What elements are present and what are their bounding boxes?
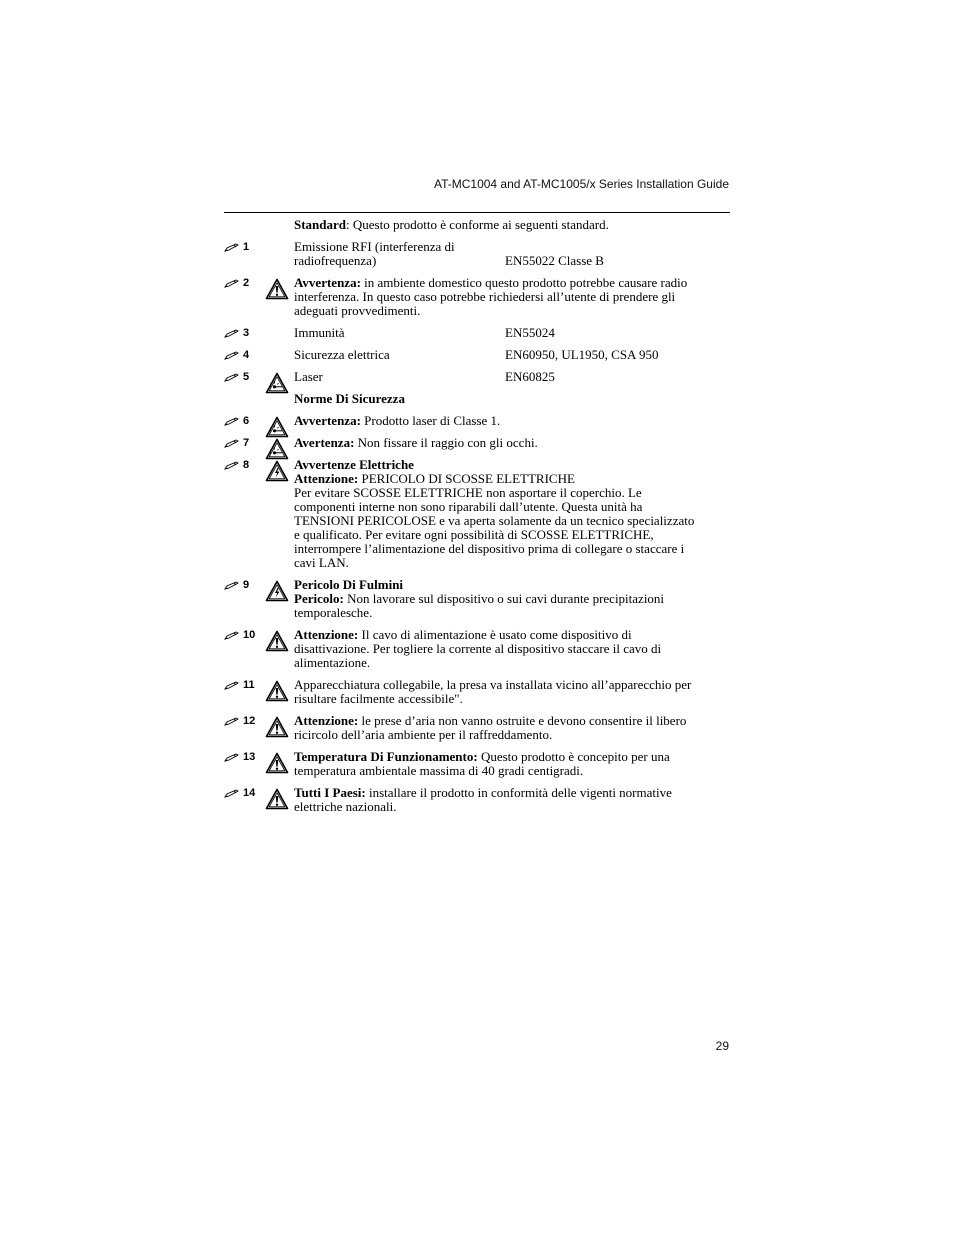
item-text-line — [294, 542, 730, 556]
section-heading — [294, 392, 730, 406]
item-text-span: disattivazione. Per togliere la corrente al dispositivo staccare il cavo di — [294, 641, 662, 656]
safety-item-row — [224, 240, 730, 268]
item-number: 2 — [243, 277, 250, 289]
intro-row — [224, 218, 730, 232]
item-label: Avvertenza: — [294, 413, 361, 428]
item-number: 3 — [243, 327, 250, 339]
item-number: 8 — [243, 459, 250, 471]
standard-name-line: Laser — [294, 369, 323, 384]
warning-exclamation-icon — [265, 278, 289, 300]
warning-exclamation-icon — [265, 630, 289, 652]
item-text-line — [294, 800, 730, 814]
item-title-line — [294, 578, 730, 592]
standard-entry — [294, 240, 730, 268]
safety-item-row — [224, 678, 730, 706]
item-marker — [224, 276, 249, 290]
item-marker — [224, 240, 249, 254]
item-marker — [224, 414, 249, 428]
item-number: 10 — [243, 629, 256, 641]
item-text — [294, 750, 730, 778]
item-number: 7 — [243, 437, 250, 449]
item-text-line — [294, 414, 730, 428]
item-text-span: cavi LAN. — [294, 555, 349, 570]
item-number: 6 — [243, 415, 250, 427]
item-text — [294, 628, 730, 670]
warning-exclamation-icon — [265, 680, 289, 702]
item-label: Attenzione: — [294, 471, 359, 486]
item-number: 4 — [243, 349, 250, 361]
standard-name — [294, 240, 505, 268]
section-heading-row — [224, 392, 730, 406]
safety-item-row — [224, 458, 730, 570]
pencil-note-icon — [224, 753, 239, 762]
item-label: Avvertenza: — [294, 275, 361, 290]
item-title: Pericolo Di Fulmini — [294, 577, 404, 592]
item-text-line — [294, 472, 730, 486]
pencil-note-icon — [224, 681, 239, 690]
item-text-line — [294, 606, 730, 620]
item-title: Avvertenze Elettriche — [294, 457, 414, 472]
item-text-span: Non lavorare sul dispositivo o sui cavi durante precipitazioni — [343, 591, 665, 606]
pencil-note-icon — [224, 373, 239, 382]
warning-laser-icon — [265, 372, 289, 394]
item-text-line — [294, 764, 730, 778]
warning-lightning-icon — [265, 460, 289, 482]
safety-item-row — [224, 750, 730, 778]
item-text — [294, 714, 730, 742]
item-text-line — [294, 290, 730, 304]
item-text-span: temperatura ambientale massima di 40 gradi centigradi. — [294, 763, 584, 778]
warning-exclamation-icon — [265, 788, 289, 810]
safety-item-row — [224, 348, 730, 362]
standard-code: EN60825 — [505, 369, 555, 384]
safety-item-row — [224, 370, 730, 384]
item-text-line — [294, 642, 730, 656]
pencil-note-icon — [224, 417, 239, 426]
standard-name-line: Emissione RFI (interferenza di — [294, 239, 455, 254]
item-text — [294, 436, 730, 450]
intro-body: : Questo prodotto è conforme ai seguenti standard. — [346, 217, 609, 232]
item-marker — [224, 436, 249, 450]
item-text-line — [294, 714, 730, 728]
item-number: 12 — [243, 715, 256, 727]
standard-entry — [294, 326, 730, 340]
intro-label: Standard — [294, 217, 347, 232]
item-text — [294, 276, 730, 318]
item-text-span: alimentazione. — [294, 655, 371, 670]
item-text-span: temporalesche. — [294, 605, 373, 620]
safety-item-row — [224, 714, 730, 742]
item-text-span: interrompere l’alimentazione del dispositivo prima di collegare o staccare i — [294, 541, 685, 556]
pencil-note-icon — [224, 717, 239, 726]
item-text-span: Non fissare il raggio con gli occhi. — [354, 435, 538, 450]
item-number: 14 — [243, 787, 256, 799]
standard-name-line: Immunità — [294, 325, 345, 340]
pencil-note-icon — [224, 279, 239, 288]
item-marker — [224, 458, 249, 472]
item-title-line — [294, 458, 730, 472]
item-text-line — [294, 486, 730, 500]
item-label: Avertenza: — [294, 435, 355, 450]
item-text-line — [294, 678, 730, 692]
standard-name-line: Sicurezza elettrica — [294, 347, 390, 362]
safety-item-row — [224, 436, 730, 450]
page-content — [224, 218, 730, 822]
item-marker — [224, 578, 249, 592]
warning-exclamation-icon — [265, 752, 289, 774]
item-text-span: adeguati provvedimenti. — [294, 303, 421, 318]
pencil-note-icon — [224, 461, 239, 470]
item-marker — [224, 714, 255, 728]
safety-item-row — [224, 276, 730, 318]
item-text-span: Prodotto laser di Classe 1. — [360, 413, 501, 428]
pencil-note-icon — [224, 631, 239, 640]
item-text-span: Questo prodotto è concepito per una — [477, 749, 670, 764]
intro-text — [294, 218, 730, 232]
standard-name — [294, 348, 505, 362]
item-text-span: TENSIONI PERICOLOSE e va aperta solamente da un tecnico specializzato — [294, 513, 695, 528]
item-text-span: installare il prodotto in conformità delle vigenti normative — [365, 785, 672, 800]
pencil-note-icon — [224, 329, 239, 338]
item-number: 5 — [243, 371, 250, 383]
item-text-span: elettriche nazionali. — [294, 799, 397, 814]
pencil-note-icon — [224, 243, 239, 252]
header-rule — [224, 212, 730, 213]
standard-code: EN55022 Classe B — [505, 253, 604, 268]
standard-code: EN55024 — [505, 325, 555, 340]
item-marker — [224, 348, 249, 362]
item-marker — [224, 326, 249, 340]
standard-name — [294, 326, 505, 340]
item-text — [294, 414, 730, 428]
item-label: Pericolo: — [294, 591, 344, 606]
standard-entry — [294, 348, 730, 362]
item-text-line — [294, 656, 730, 670]
item-text-line — [294, 692, 730, 706]
item-text-line — [294, 750, 730, 764]
safety-item-row — [224, 628, 730, 670]
item-text-span: risultare facilmente accessibile". — [294, 691, 463, 706]
warning-laser-icon — [265, 416, 289, 438]
item-text-line — [294, 786, 730, 800]
item-text-span: Per evitare SCOSSE ELETTRICHE non asportare il coperchio. Le — [294, 485, 642, 500]
item-text-span: PERICOLO DI SCOSSE ELETTRICHE — [358, 471, 575, 486]
standard-entry — [294, 370, 730, 384]
standard-name-line: radiofrequenza) — [294, 253, 377, 268]
item-text-span: componenti interne non sono riparabili dall’utente. Questa unità ha — [294, 499, 643, 514]
item-text-span: ricircolo dell’aria ambiente per il raffreddamento. — [294, 727, 553, 742]
pencil-note-icon — [224, 789, 239, 798]
safety-item-row — [224, 414, 730, 428]
item-label: Attenzione: — [294, 713, 359, 728]
item-text — [294, 786, 730, 814]
item-text-line — [294, 500, 730, 514]
item-text-line — [294, 528, 730, 542]
standard-code: EN60950, UL1950, CSA 950 — [505, 347, 659, 362]
warning-lightning-icon — [265, 580, 289, 602]
item-text-span: in ambiente domestico questo prodotto potrebbe causare radio — [360, 275, 688, 290]
pencil-note-icon — [224, 581, 239, 590]
warning-laser-icon — [265, 438, 289, 460]
item-marker — [224, 750, 255, 764]
item-marker — [224, 678, 255, 692]
item-text-span: Il cavo di alimentazione è usato come dispositivo di — [358, 627, 632, 642]
safety-item-row — [224, 578, 730, 620]
item-text-span: Apparecchiatura collegabile, la presa va installata vicino all’apparecchio per — [294, 677, 692, 692]
item-number: 9 — [243, 579, 250, 591]
item-number: 13 — [243, 751, 256, 763]
item-text-line — [294, 304, 730, 318]
item-text-span: interferenza. In questo caso potrebbe richiedersi all’utente di prendere gli — [294, 289, 676, 304]
item-text — [294, 458, 730, 570]
item-text — [294, 678, 730, 706]
section-heading-text: Norme Di Sicurezza — [294, 391, 405, 406]
item-text-line — [294, 592, 730, 606]
standard-name — [294, 370, 505, 384]
page-number: 29 — [715, 1039, 729, 1053]
item-label: Tutti I Paesi: — [294, 785, 366, 800]
item-text-line — [294, 728, 730, 742]
item-text-line — [294, 436, 730, 450]
item-text-line — [294, 276, 730, 290]
item-text-span: le prese d’aria non vanno ostruite e devono consentire il libero — [358, 713, 687, 728]
item-label: Attenzione: — [294, 627, 359, 642]
running-header: AT-MC1004 and AT-MC1005/x Series Installation Guide — [433, 177, 729, 191]
item-marker — [224, 786, 255, 800]
safety-item-row — [224, 326, 730, 340]
safety-item-row — [224, 786, 730, 814]
item-label: Temperatura Di Funzionamento: — [294, 749, 478, 764]
item-marker — [224, 628, 255, 642]
item-text-line — [294, 628, 730, 642]
pencil-note-icon — [224, 439, 239, 448]
item-text — [294, 578, 730, 620]
item-text-line — [294, 514, 730, 528]
pencil-note-icon — [224, 351, 239, 360]
item-number: 1 — [243, 241, 250, 253]
item-text-span: e qualificato. Per evitare ogni possibilità di SCOSSE ELETTRICHE, — [294, 527, 654, 542]
item-text-line — [294, 556, 730, 570]
warning-exclamation-icon — [265, 716, 289, 738]
item-marker — [224, 370, 249, 384]
item-number: 11 — [243, 679, 255, 691]
